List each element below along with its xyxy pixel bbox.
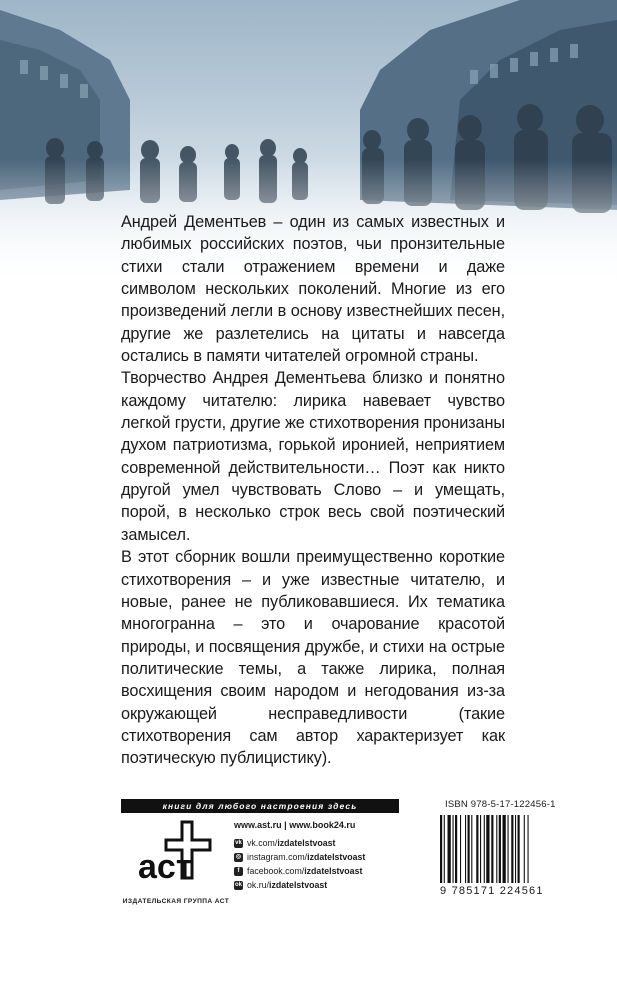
website-links[interactable]: www.ast.ru | www.book24.ru: [234, 820, 356, 830]
publisher-name: ИЗДАТЕЛЬСКАЯ ГРУППА АСТ: [122, 898, 230, 905]
social-handle: izdatelstvoast: [269, 880, 328, 890]
social-link-vk[interactable]: [234, 836, 365, 850]
social-prefix: ok.ru/: [247, 880, 270, 890]
publisher-links: [234, 820, 365, 892]
instagram-icon: ◎: [235, 853, 242, 860]
social-link-odnoklassniki[interactable]: [234, 878, 365, 892]
logo-text: аст: [138, 848, 193, 886]
social-prefix: facebook.com/: [247, 866, 305, 876]
barcode-digits: 9 785171 224561: [440, 885, 544, 897]
social-prefix: vk.com/: [247, 838, 278, 848]
odnoklassniki-icon: ok: [234, 881, 242, 888]
social-handle: izdatelstvoast: [277, 838, 336, 848]
vk-icon: vk: [235, 839, 242, 846]
ast-logo: [126, 818, 222, 894]
paragraph: Творчество Андрея Дементьева близко и понятно каждому читателю: лирика навевает чувство легкой грусти, другие же стихотворения пронизаны духом патриотизма, горькой иронией, неприятием современной действительности… Поэт как никто другой умел чувствовать Слово – и умещать, порой, в несколько строк весь свой поэтический замысел.: [121, 369, 505, 544]
isbn-label: ISBN 978-5-17-122456-1: [445, 799, 556, 810]
social-link-instagram[interactable]: [234, 850, 365, 864]
paragraph: В этот сборник вошли преимущественно короткие стихотворения – и уже известные читателю, и новые, ранее не публиковавшиеся. Их тематика многогранна – это и очарование красотой природы, и посвящения дружбе, и стихи на острые политические темы, а также лирика, полная восхищения своим народом и негодования из-за окружающей несправедливости (такие стихотворения сам автор характеризует как поэтическую публицистику).: [121, 548, 505, 768]
annotation-text: [121, 211, 505, 770]
social-handle: izdatelstvoast: [307, 852, 366, 862]
social-handle: izdatelstvoast: [304, 866, 363, 876]
social-link-facebook[interactable]: [234, 864, 365, 878]
barcode: [438, 815, 558, 885]
facebook-icon: f: [234, 867, 243, 876]
paragraph: Андрей Дементьев – один из самых известных и любимых российских поэтов, чьи пронзительные стихи стали отражением времени и даже символом нескольких поколений. Многие из его произведений легли в основу известнейших песен, другие же разлетелись на цитаты и навсегда остались в памяти читателей огромной страны.: [121, 213, 505, 366]
tagline-banner: книги для любого настроения здесь: [121, 799, 399, 813]
social-prefix: instagram.com/: [247, 852, 308, 862]
